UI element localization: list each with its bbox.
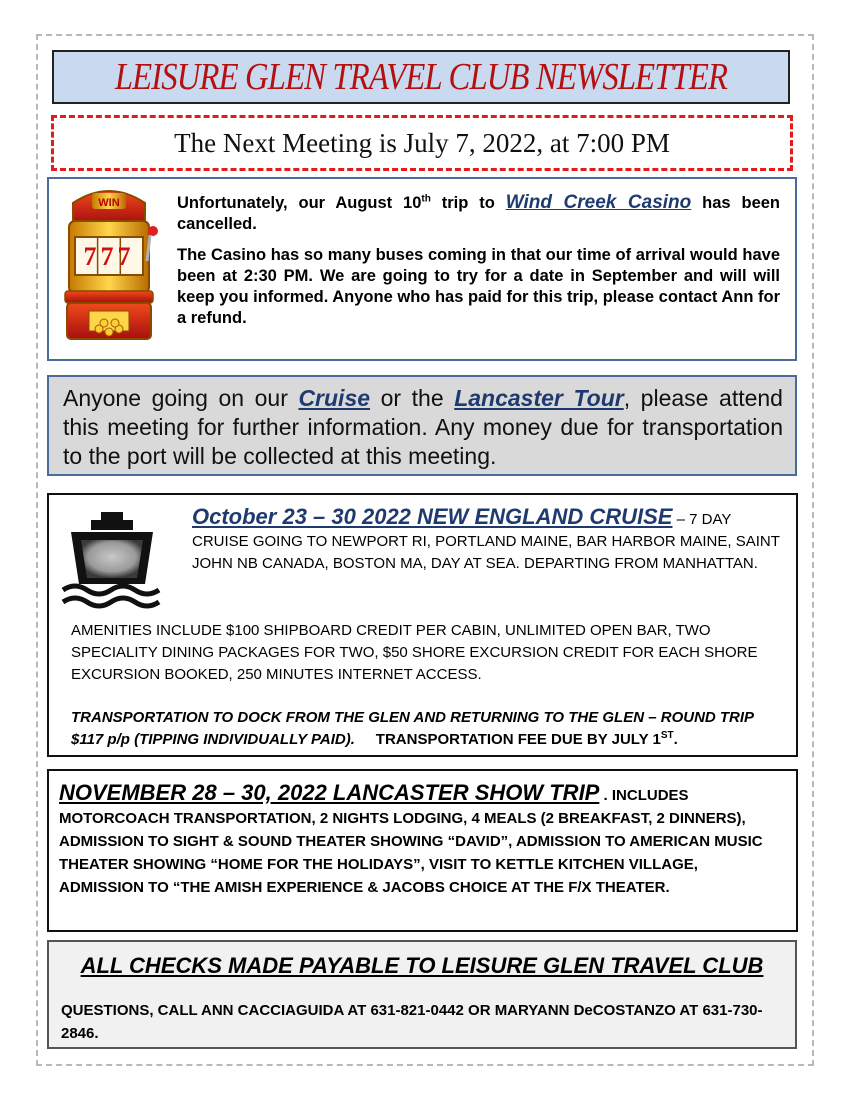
cruise-section: [47, 493, 798, 757]
checks-payable-title: ALL CHECKS MADE PAYABLE TO LEISURE GLEN TRAVEL CLUB: [80, 953, 764, 978]
cruise-ship-icon: [61, 510, 161, 610]
slot-top-label: WIN: [98, 197, 120, 209]
lancaster-tour-link: Lancaster Tour: [454, 385, 624, 411]
slot-machine-icon: [59, 183, 159, 348]
wind-creek-casino-link: Wind Creek Casino: [505, 192, 692, 213]
next-meeting-banner: [51, 115, 793, 171]
lancaster-title: NOVEMBER 28 – 30, 2022 LANCASTER SHOW TRIP: [59, 780, 600, 805]
cruise-title: October 23 – 30 2022 NEW ENGLAND CRUISE: [192, 504, 673, 529]
attend-meeting-text: Anyone going on our Cruise or the Lancaster Tour, please attend this meeting for further information. Any money due for transportation to the port will be collected at this meeting.: [63, 385, 783, 469]
contact-questions: QUESTIONS, CALL ANN CACCIAGUIDA AT 631-821-0442 OR MARYANN DeCOSTANZO AT 631-730-2846.: [61, 1002, 763, 1042]
next-meeting-text: The Next Meeting is July 7, 2022, at 7:00 PM: [174, 127, 670, 158]
casino-detail-paragraph: The Casino has so many buses coming in that our time of arrival would have been at 2:30 PM. We are going to try for a date in September and will will keep you informed. Anyone who has paid for this trip, please contact Ann for a refund.: [177, 246, 780, 327]
lancaster-details: NOVEMBER 28 – 30, 2022 LANCASTER SHOW TRIP . INCLUDES MOTORCOACH TRANSPORTATION, 2 NIGHTS LODGING, 4 MEALS (2 BREAKFAST, 2 DINNERS), ADMISSION TO SIGHT & SOUND THEATER SHOWING “DAVID”, ADMISSION TO AMERICAN MUSIC THEATER SHOWING “HOME FOR THE HOLIDAYS”, VISIT TO KETTLE KITCHEN VILLAGE, ADMISSION TO “THE AMISH EXPERIENCE & JACOBS CHOICE AT THE F/X THEATER.: [59, 780, 763, 896]
casino-cancellation-section: [47, 177, 797, 361]
cruise-itinerary: – 7 DAY CRUISE GOING TO NEWPORT RI, PORTLAND MAINE, BAR HARBOR MAINE, SAINT JOHN NB CANADA, BOSTON MA, DAY AT SEA. DEPARTING FROM MANHATTAN.: [192, 511, 780, 572]
lancaster-section: [47, 769, 798, 932]
newsletter-masthead: [52, 50, 790, 104]
transportation-fee: TRANSPORTATION FEE DUE BY JULY 1ST.: [375, 730, 678, 748]
casino-cancel-paragraph: Unfortunately, our August 10th trip to Wind Creek Casino has been cancelled.: [177, 192, 780, 233]
cruise-heading: [192, 506, 782, 575]
slot-reels: 777: [83, 242, 135, 271]
casino-notice: [177, 192, 780, 339]
checks-section: [47, 940, 797, 1049]
cruise-link: Cruise: [298, 385, 371, 411]
newsletter-title: LEISURE GLEN TRAVEL CLUB NEWSLETTER: [114, 56, 728, 98]
cruise-transportation: TRANSPORTATION TO DOCK FROM THE GLEN AND RETURNING TO THE GLEN – ROUND TRIP $117 p/p (TIPPING INDIVIDUALLY PAID). TRANSPORTATION FEE DUE BY JULY 1ST.: [71, 709, 754, 748]
cruise-amenities: AMENITIES INCLUDE $100 SHIPBOARD CREDIT PER CABIN, UNLIMITED OPEN BAR, TWO SPECIALITY DINING PACKAGES FOR TWO, $50 SHORE EXCURSION CREDIT FOR EACH SHORE EXCURSION BOOKED, 250 MINUTES INTERNET ACCESS.: [71, 622, 758, 683]
attend-meeting-notice: [47, 375, 797, 476]
